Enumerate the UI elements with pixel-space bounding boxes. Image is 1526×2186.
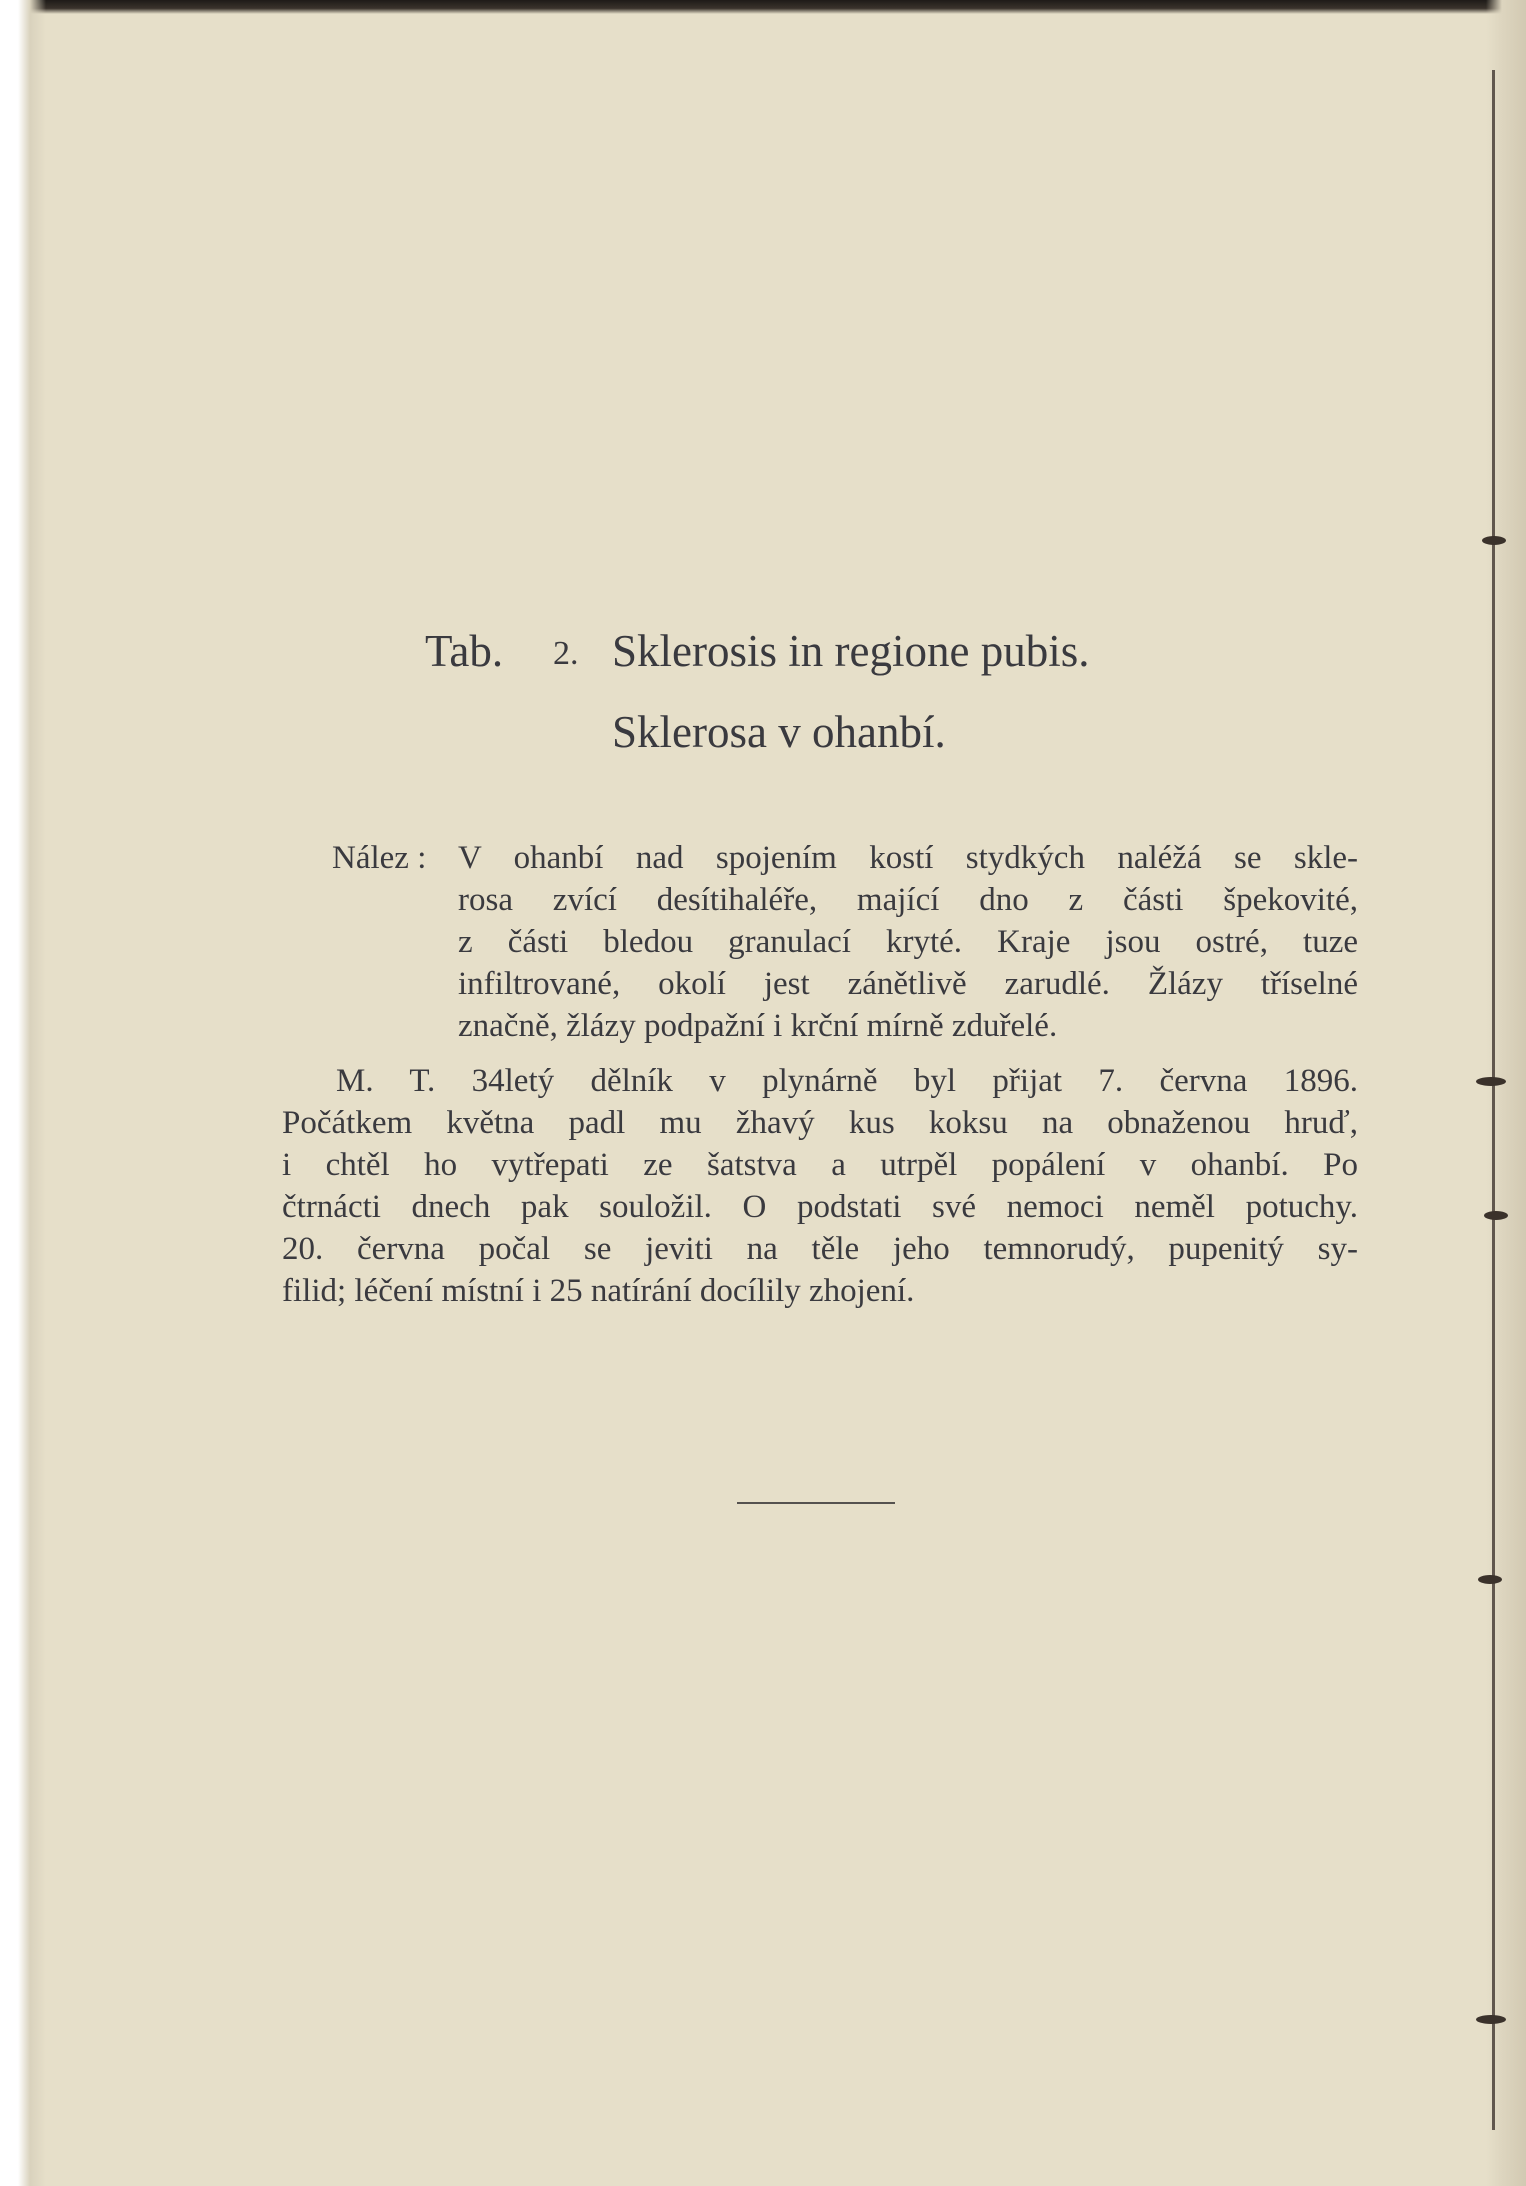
closing-rule	[737, 1502, 895, 1504]
finding-line: V ohanbí nad spojením kostí stydkých naléžá se skle-	[458, 840, 1358, 876]
latin-title: Sklerosis in regione pubis.	[612, 626, 1090, 676]
czech-title: Sklerosa v ohanbí.	[612, 707, 946, 757]
binding-stitch-mark	[1476, 2015, 1506, 2024]
finding-label: Nález :	[332, 840, 427, 876]
history-line: Počátkem května padl mu žhavý kus koksu na obnaženou hruď,	[282, 1105, 1358, 1141]
plate-number: 2.	[553, 635, 579, 672]
finding-line: infiltrované, okolí jest zánětlivě zarudlé. Žlázy tříselné	[458, 966, 1358, 1002]
finding-line: rosa zvící desítihaléře, mající dno z části špekovité,	[458, 882, 1358, 918]
binding-stitch-mark	[1476, 1077, 1506, 1086]
finding-line: značně, žlázy podpažní i krční mírně zduřelé.	[458, 1008, 1058, 1044]
history-line: 20. června počal se jeviti na těle jeho temnorudý, pupenitý sy-	[282, 1231, 1358, 1267]
finding-line: z části bledou granulací kryté. Kraje jsou ostré, tuze	[458, 924, 1358, 960]
binding-stitch-mark	[1484, 1211, 1508, 1220]
page-top-edge	[0, 0, 1526, 14]
history-line: M. T. 34letý dělník v plynárně byl přijat 7. června 1896.	[336, 1063, 1358, 1099]
plate-label: Tab.	[425, 626, 504, 676]
history-line: filid; léčení místní i 25 natírání docílily zhojení.	[282, 1273, 915, 1309]
history-line: čtrnácti dnech pak souložil. O podstati své nemoci neměl potuchy.	[282, 1189, 1358, 1225]
binding-spine-line	[1492, 70, 1495, 2130]
binding-stitch-mark	[1478, 1575, 1502, 1584]
history-line: i chtěl ho vytřepati ze šatstva a utrpěl popálení v ohanbí. Po	[282, 1147, 1358, 1183]
binding-stitch-mark	[1482, 536, 1506, 545]
page-left-margin	[0, 0, 46, 2186]
